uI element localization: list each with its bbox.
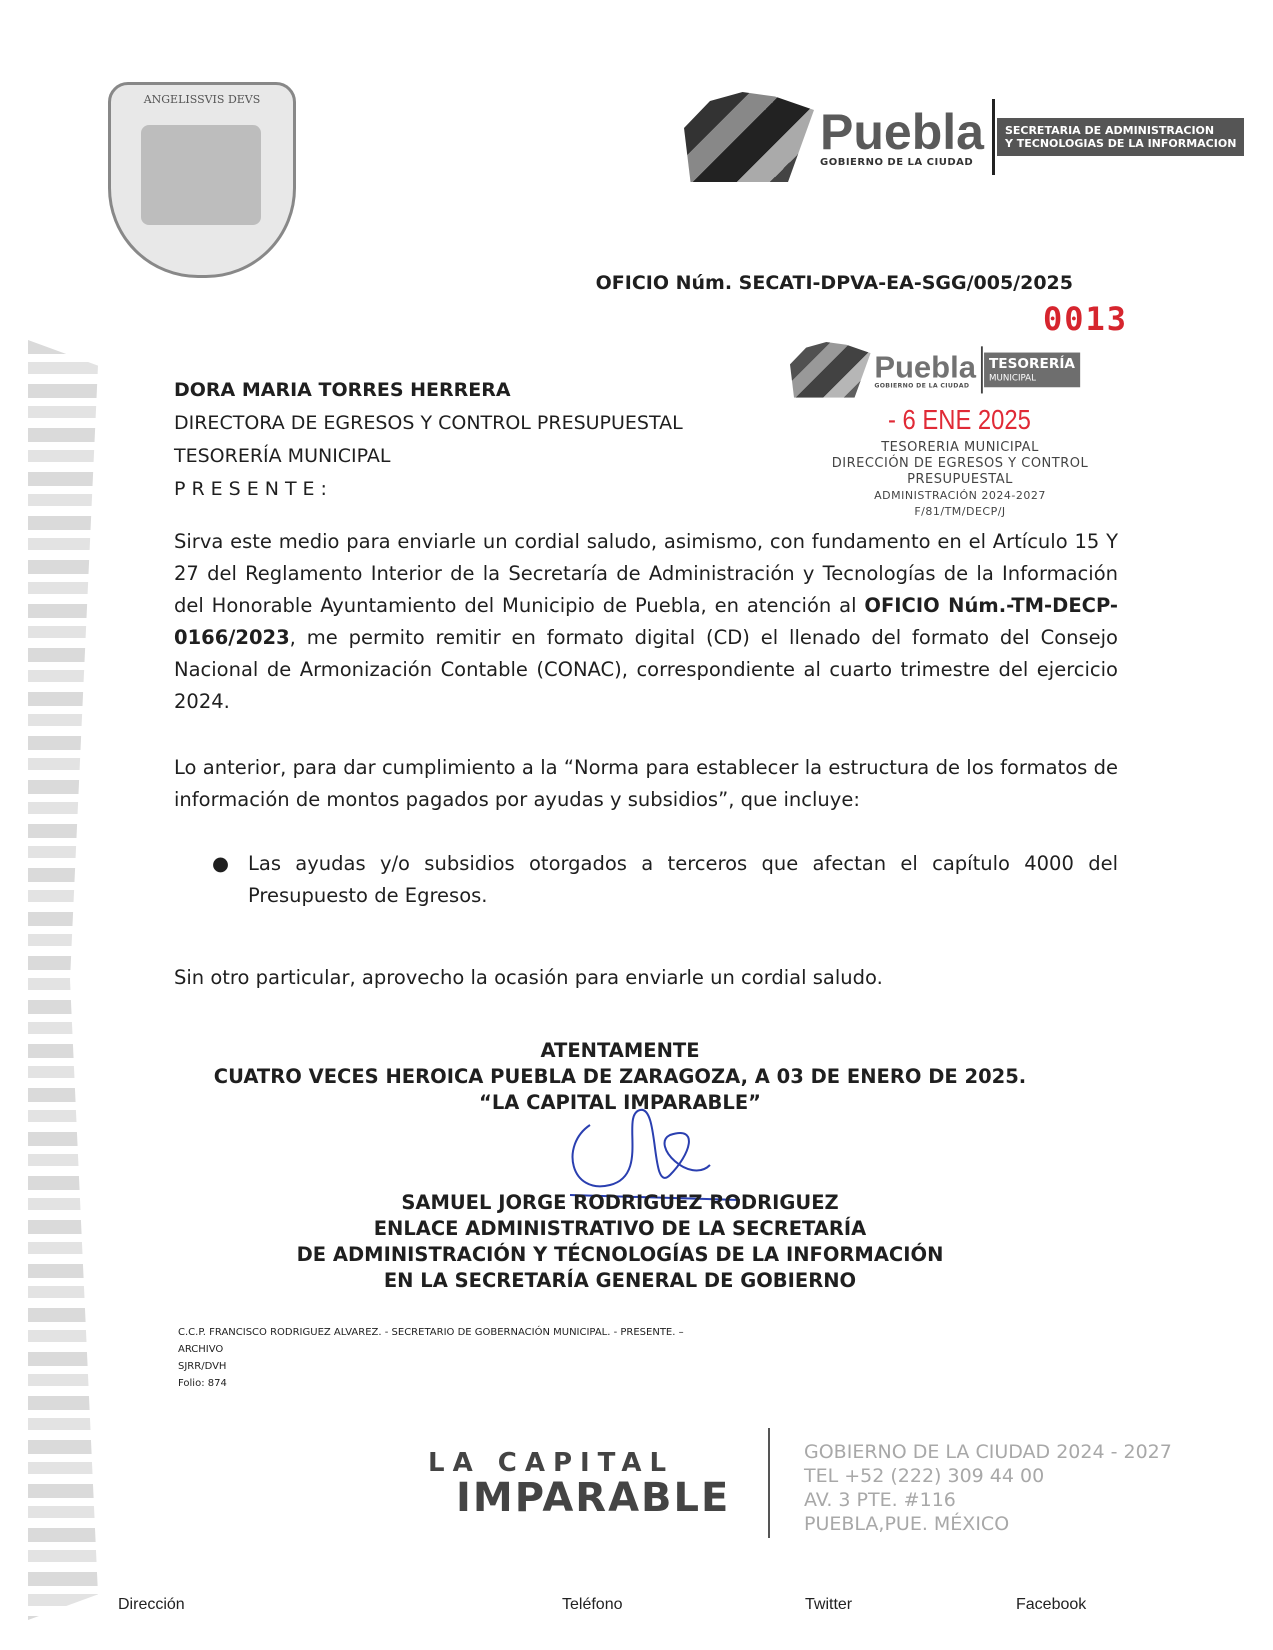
- logo-line: LA CAPITAL: [428, 1448, 675, 1478]
- logo-subtitle: GOBIERNO DE LA CIUDAD: [874, 381, 970, 389]
- box-line: SECRETARIA DE ADMINISTRACION: [1004, 123, 1215, 137]
- ccp-line: ARCHIVO: [178, 1344, 224, 1355]
- link-twitter[interactable]: Twitter: [805, 1596, 853, 1613]
- footer-line: GOBIERNO DE LA CIUDAD 2024 - 2027: [804, 1441, 1172, 1463]
- ccp-block: [178, 1324, 684, 1392]
- recipient-title: DIRECTORA DE EGRESOS Y CONTROL PRESUPUESTAL: [174, 412, 683, 434]
- box-line: MUNICIPAL: [988, 372, 1036, 383]
- recipient-name: DORA MARIA TORRES HERRERA: [174, 379, 511, 401]
- logo-divider: [981, 346, 983, 393]
- footer-address: AV. 3 PTE. #116: [804, 1489, 956, 1511]
- secretaria-box: [997, 118, 1244, 156]
- stamp-line: F/81/TM/DECP/J: [914, 505, 1006, 518]
- seal-emblem: [141, 125, 261, 225]
- closing-line: “LA CAPITAL IMPARABLE”: [479, 1091, 761, 1114]
- box-line: TESORERÍA: [988, 356, 1075, 373]
- signer-name: SAMUEL JORGE RODRIGUEZ RODRIGUEZ: [401, 1191, 839, 1214]
- ccp-line: C.C.P. FRANCISCO RODRIGUEZ ALVAREZ. - SECRETARIO DE GOBERNACIÓN MUNICIPAL. - PRESENTE. –: [178, 1327, 684, 1338]
- logo-divider: [992, 99, 995, 175]
- link-direccion[interactable]: Dirección: [118, 1596, 185, 1613]
- stamp-line: ADMINISTRACIÓN 2024-2027: [874, 489, 1046, 502]
- body-paragraph-1: [174, 526, 1118, 718]
- bullet-icon: ●: [212, 852, 230, 875]
- header-logo: [684, 92, 1244, 182]
- closing-line: ATENTAMENTE: [540, 1039, 700, 1062]
- received-stamp-logo: [790, 342, 1080, 398]
- letter-body: [174, 526, 1118, 994]
- recipient-office: TESORERÍA MUNICIPAL: [174, 445, 391, 467]
- signer-block: [160, 1190, 1080, 1294]
- link-facebook[interactable]: Facebook: [1016, 1596, 1087, 1613]
- puebla-emblem-icon: [790, 342, 871, 398]
- ccp-line: Folio: 874: [178, 1378, 227, 1389]
- ccp-line: SJRR/DVH: [178, 1361, 227, 1372]
- bullet-item: [212, 848, 1118, 912]
- signer-title: DE ADMINISTRACIÓN Y TÉCNOLOGÍAS DE LA INFORMACIÓN: [296, 1243, 944, 1266]
- logo-word: Puebla: [874, 349, 976, 384]
- decorative-side-border: [28, 340, 98, 1620]
- puebla-emblem-icon: [684, 92, 814, 182]
- footer-divider: [768, 1428, 770, 1538]
- signer-title: EN LA SECRETARÍA GENERAL DE GOBIERNO: [383, 1269, 857, 1292]
- tesoreria-box: [984, 353, 1080, 387]
- received-stamp-text: [810, 440, 1110, 520]
- footer-city: PUEBLA,PUE. MÉXICO: [804, 1513, 1010, 1535]
- oficio-number: OFICIO Núm. SECATI-DPVA-EA-SGG/005/2025: [595, 272, 1073, 294]
- logo-word: Puebla: [820, 103, 984, 160]
- signer-title: ENLACE ADMINISTRATIVO DE LA SECRETARÍA: [373, 1217, 867, 1240]
- text: Sirva este medio para enviarle un cordial saludo, asimismo, con fundamento en el Artículo 15 Y 27 del Reglamento Interior de la Secretaría de Administración y Tecnologías de la Información del Honorable Ayuntamiento del Municipio de Puebla, en atención al: [174, 530, 1118, 617]
- footer-phone: TEL +52 (222) 309 44 00: [804, 1465, 1045, 1487]
- stamp-line: DIRECCIÓN DE EGRESOS Y CONTROL: [831, 456, 1089, 471]
- body-paragraph-2: Lo anterior, para dar cumplimiento a la “Norma para establecer la estructura de los formatos de información de montos pagados por ayudas y subsidios”, que incluye:: [174, 756, 1118, 811]
- text: , me permito remitir en formato digital (CD) el llenado del formato del Consejo Nacional de Armonización Contable (CONAC), correspondiente al cuarto trimestre del ejercicio 2024.: [174, 626, 1118, 713]
- bullet-text: Las ayudas y/o subsidios otorgados a terceros que afectan el capítulo 4000 del Presupuesto de Egresos.: [248, 852, 1118, 907]
- received-date-stamp: - 6 ENE 2025: [888, 404, 1031, 435]
- body-paragraph-3: Sin otro particular, aprovecho la ocasión para enviarle un cordial saludo.: [174, 966, 883, 989]
- city-seal: [108, 82, 296, 278]
- link-telefono[interactable]: Teléfono: [562, 1596, 623, 1613]
- footer-contact: [804, 1440, 1172, 1536]
- folio-stamp: 0013: [1042, 300, 1128, 338]
- logo-line: IMPARABLE: [456, 1475, 731, 1521]
- presente: PRESENTE:: [174, 478, 333, 500]
- box-line: Y TECNOLOGIAS DE LA INFORMACION: [1004, 137, 1237, 150]
- capital-imparable-logo: [428, 1448, 731, 1521]
- stamp-line: PRESUPUESTAL: [907, 472, 1013, 487]
- recipient-block: [174, 374, 683, 506]
- seal-motto: ANGELISSVIS DEVS: [143, 93, 261, 106]
- closing-line: CUATRO VECES HEROICA PUEBLA DE ZARAGOZA, A 03 DE ENERO DE 2025.: [213, 1065, 1027, 1088]
- stamp-line: TESORERIA MUNICIPAL: [881, 440, 1039, 455]
- referenced-oficio: OFICIO Núm.-TM-DECP-0166/2023: [174, 594, 1119, 649]
- logo-subtitle: GOBIERNO DE LA CIUDAD: [820, 156, 974, 168]
